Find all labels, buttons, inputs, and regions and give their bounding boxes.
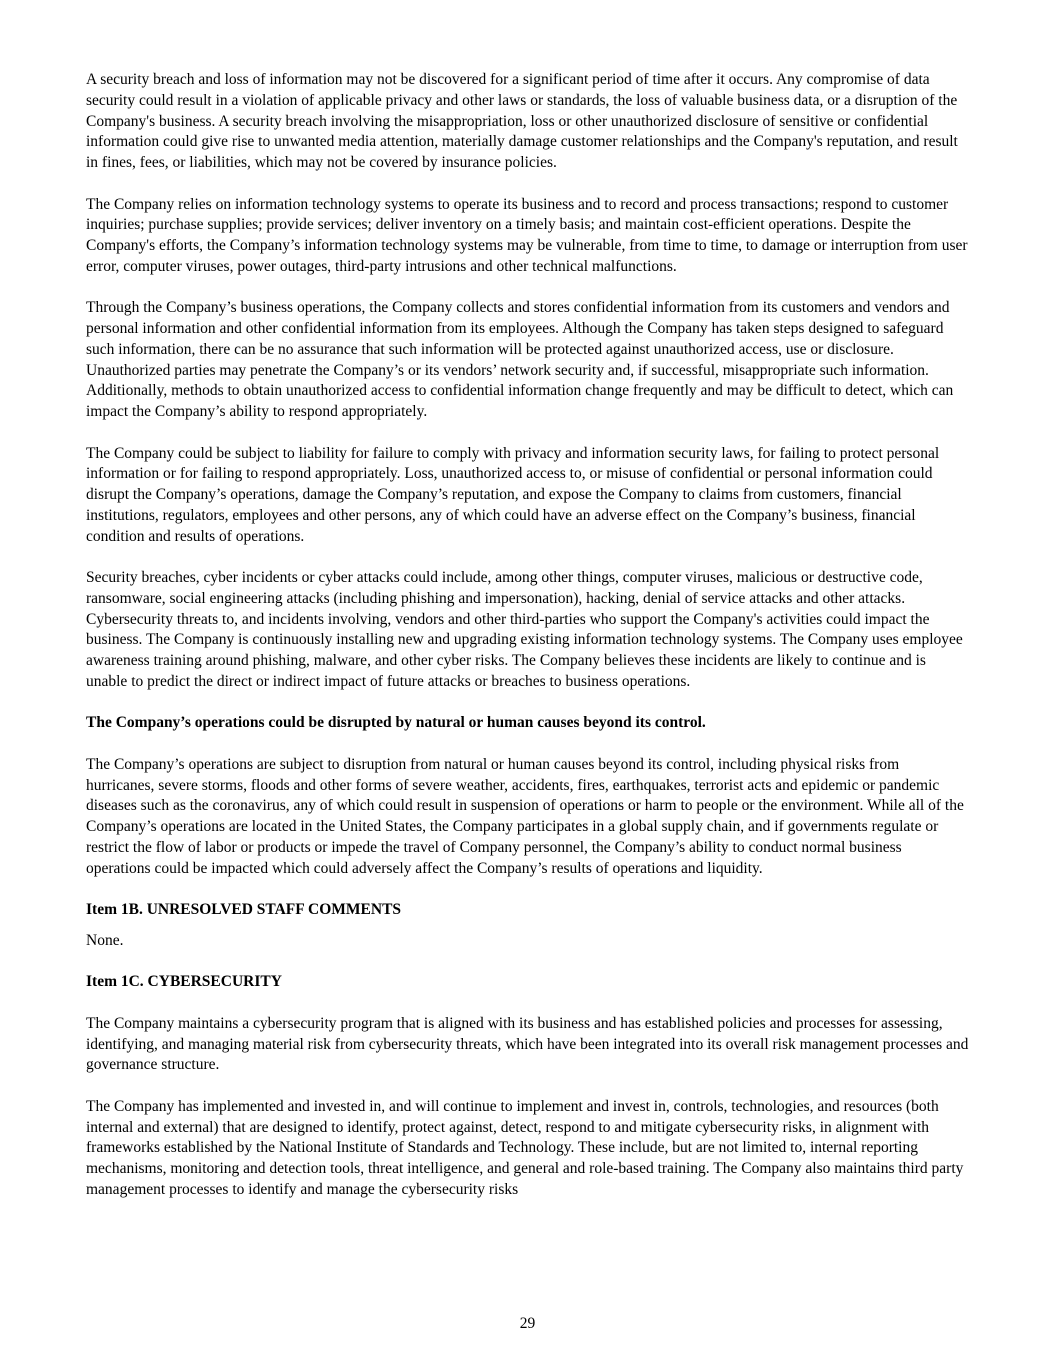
paragraph-security-breach: A security breach and loss of information may not be discovered for a significant period of time after it occurs. Any compromise of data security could result in a violation of applicable privacy and other laws or standards, the loss of valuable business data, or a disruption of the Company's business. A security breach involving the misappropriation, loss or other unauthorized disclosure of sensitive or confidential information could give rise to unwanted media attention, materially damage customer relationships and the Company's reputation, and result in fines, fees, or liabilities, which may not be covered by insurance policies. — [86, 71, 958, 171]
paragraph-cybersecurity-program: The Company maintains a cybersecurity program that is aligned with its business and has established policies and processes for assessing, identifying, and managing material risk from cybersecurity threats, which have been integrated into its overall risk management processes and governance structure. — [86, 1014, 969, 1074]
risk-heading: The Company’s operations could be disrupted by natural or human causes beyond its control. — [86, 714, 706, 732]
page-number: 29 — [519, 1315, 536, 1332]
item-1b-body: None. — [86, 931, 124, 949]
document-page — [86, 70, 970, 1201]
item-1b-heading: Item 1B. UNRESOLVED STAFF COMMENTS — [86, 901, 402, 918]
item-1c-heading: Item 1C. CYBERSECURITY — [86, 973, 282, 991]
paragraph-confidential-information: Through the Company’s business operations, the Company collects and stores confidential information from its customers and vendors and personal information and other confidential information from its employees. Although the Company has taken steps designed to safeguard such information, there can be no assurance that such information will be protected against unauthorized access, use or disclosure. Unauthorized parties may penetrate the Company’s or its vendors’ network security and, if successful, misappropriate such information. Additionally, methods to obtain unauthorized access to confidential information change frequently and may be difficult to detect, which can impact the Company’s ability to respond appropriately. — [86, 299, 954, 420]
paragraph-cybersecurity-controls: The Company has implemented and invested in, and will continue to implement and invest in, controls, technologies, and resources (both internal and external) that are designed to identify, protect against, detect, respond to and mitigate cybersecurity risks, in alignment with frameworks established by the National Institute of Standards and Technology. These include, but are not limited to, internal reporting mechanisms, monitoring and detection tools, threat intelligence, and general and role-based training. The Company also maintains third party management processes to identify and manage the cybersecurity risks — [86, 1097, 964, 1198]
paragraph-privacy-liability: The Company could be subject to liability for failure to comply with privacy and information security laws, for failing to protect personal information or for failing to respond appropriately. Loss, unauthorized access to, or misuse of confidential or personal information could disrupt the Company’s operations, damage the Company’s reputation, and expose the Company to claims from customers, financial institutions, regulators, employees and other persons, any of which could have an adverse effect on the Company’s business, financial condition and results of operations. — [86, 444, 940, 545]
paragraph-cyber-attacks: Security breaches, cyber incidents or cyber attacks could include, among other things, computer viruses, malicious or destructive code, ransomware, social engineering attacks (including phishing and impersonation), hacking, denial of service attacks and other attacks. Cybersecurity threats to, and incidents involving, vendors and other third-parties who support the Company's activities could impact the business. The Company is continuously installing new and upgrading existing information technology systems. The Company uses employee awareness training around phishing, malware, and other cyber risks. The Company believes these incidents are likely to continue and is unable to predict the direct or indirect impact of future attacks or breaches to business operations. — [86, 569, 963, 690]
paragraph-natural-human-causes: The Company’s operations are subject to disruption from natural or human causes beyond its control, including physical risks from hurricanes, severe storms, floods and other forms of severe weather, accidents, fires, earthquakes, terrorist acts and epidemic or pandemic diseases such as the coronavirus, any of which could result in suspension of operations or harm to people or the environment. While all of the Company’s operations are located in the United States, the Company participates in a global supply chain, and if governments regulate or restrict the flow of labor or products or impede the travel of Company personnel, the Company’s ability to conduct normal business operations could be impacted which could adversely affect the Company’s results of operations and liquidity. — [86, 755, 964, 877]
paragraph-it-systems: The Company relies on information technology systems to operate its business and to record and process transactions; respond to customer inquiries; purchase supplies; provide services; deliver inventory on a timely basis; and maintain cost-efficient operations. Despite the Company's efforts, the Company’s information technology systems may be vulnerable, from time to time, to damage or interruption from user error, computer viruses, power outages, third-party intrusions and other technical malfunctions. — [86, 195, 968, 275]
